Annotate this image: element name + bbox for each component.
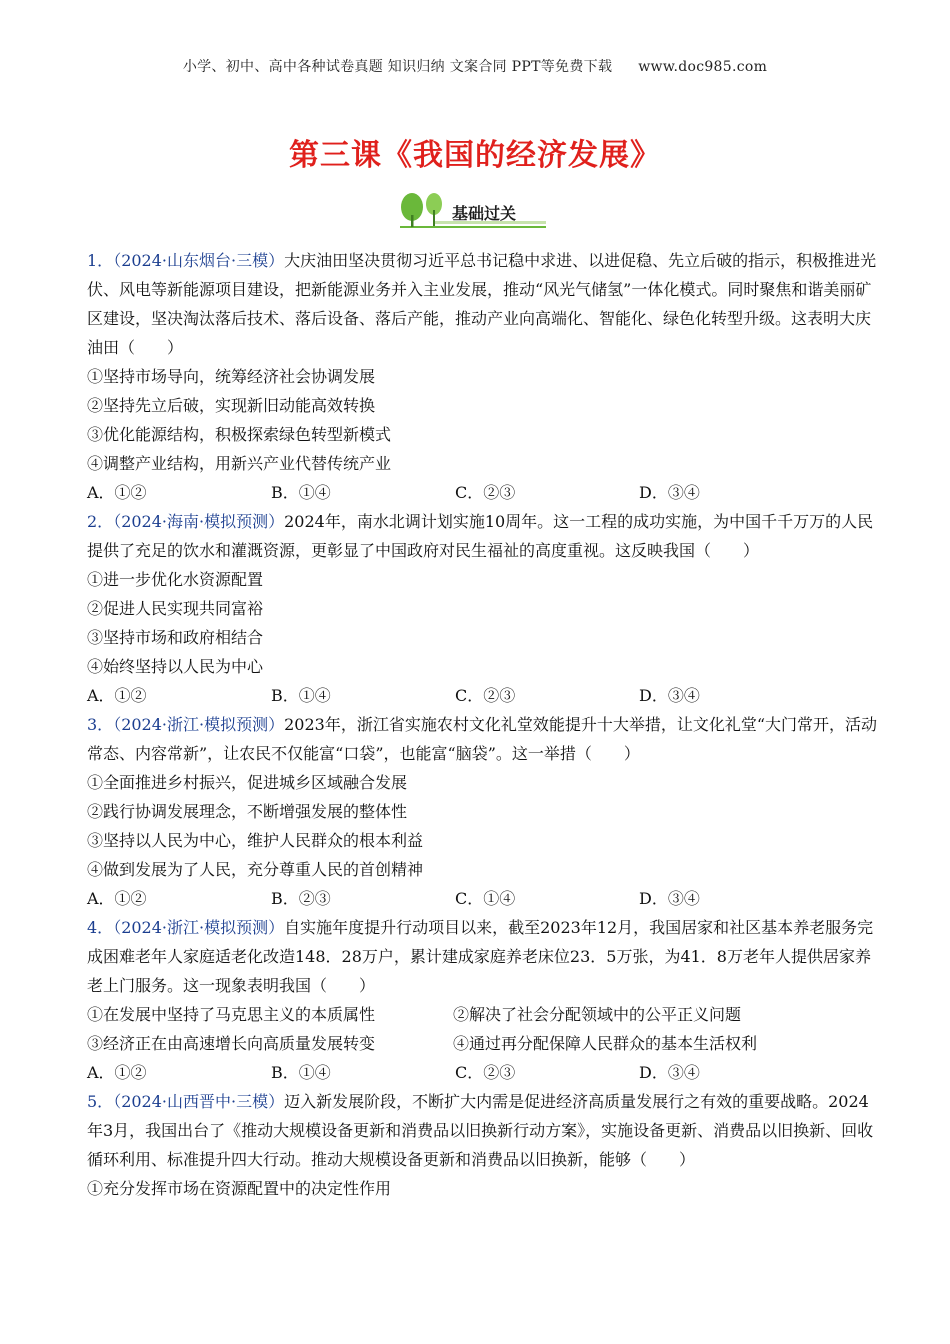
statement-option: ③优化能源结构，积极探索绿色转型新模式 xyxy=(87,425,392,444)
question-5 xyxy=(87,1087,877,1203)
answer-choice-d[interactable]: D．③④ xyxy=(639,483,700,502)
statement-option: ④始终坚持以人民为中心 xyxy=(87,657,264,676)
answer-choice-d[interactable]: D．③④ xyxy=(639,686,700,705)
question-stem xyxy=(87,1087,877,1174)
question-number: 2． xyxy=(87,512,114,531)
question-stem xyxy=(87,507,877,565)
header-text: 小学、初中、高中各种试卷真题 知识归纳 文案合同 PPT等免费下载 xyxy=(182,59,613,75)
question-number: 5． xyxy=(87,1092,114,1111)
statement-row xyxy=(87,1000,877,1029)
question-text: 自实施年度提升行动项目以来，截至2023年12月，我国居家和社区基本养老服务完成困难老年人家庭适老化改造148．28万户，累计建成家庭养老床位23．5万张，为41．8万老年人提供居家养老上门服务。这一现象表明我国（ ） xyxy=(87,918,874,995)
answer-choice-c[interactable]: C．②③ xyxy=(455,1063,516,1082)
answer-choice-b[interactable]: B．①④ xyxy=(271,686,331,705)
page-header xyxy=(0,56,950,76)
question-source: （2024·山西晋中·三模） xyxy=(113,1092,285,1111)
statement-row xyxy=(87,1029,877,1058)
statement-option: ④通过再分配保障人民群众的基本生活权利 xyxy=(453,1034,758,1053)
section-banner xyxy=(398,191,548,231)
answer-choice-d[interactable]: D．③④ xyxy=(639,1063,700,1082)
statement-option: ②解决了社会分配领域中的公平正义问题 xyxy=(453,1005,742,1024)
answer-choice-b[interactable]: B．①④ xyxy=(271,483,331,502)
page-title: 第三课《我国的经济发展》 xyxy=(289,138,661,173)
question-stem xyxy=(87,246,877,362)
statement-option: ③经济正在由高速增长向高质量发展转变 xyxy=(87,1034,376,1053)
question-number: 3． xyxy=(87,715,114,734)
statement-option: ②坚持先立后破，实现新旧动能高效转换 xyxy=(87,396,376,415)
answer-choices xyxy=(87,884,877,913)
answer-choice-b[interactable]: B．①④ xyxy=(271,1063,331,1082)
statement-option: ①坚持市场导向，统筹经济社会协调发展 xyxy=(87,367,376,386)
answer-choice-b[interactable]: B．②③ xyxy=(271,889,331,908)
question-text: 2023年，浙江省实施农村文化礼堂效能提升十大举措，让文化礼堂“大门常开，活动常态、内容常新”，让农民不仅能富“口袋”，也能富“脑袋”。这一举措（ ） xyxy=(87,715,877,763)
statement-option: ③坚持以人民为中心，维护人民群众的根本利益 xyxy=(87,831,424,850)
answer-choice-c[interactable]: C．②③ xyxy=(455,686,516,705)
question-text: 迈入新发展阶段，不断扩大内需是促进经济高质量发展行之有效的重要战略。2024年3月，我国出台了《推动大规模设备更新和消费品以旧换新行动方案》，实施设备更新、消费品以旧换新、回收循环利用、标准提升四大行动。推动大规模设备更新和消费品以旧换新，能够（ ） xyxy=(87,1092,874,1169)
answer-choice-a[interactable]: A．①② xyxy=(87,889,147,908)
question-3 xyxy=(87,710,877,913)
answer-choices xyxy=(87,478,877,507)
question-4 xyxy=(87,913,877,1087)
question-1 xyxy=(87,246,877,507)
questions-list xyxy=(87,246,877,1203)
answer-choice-a[interactable]: A．①② xyxy=(87,483,147,502)
answer-choice-c[interactable]: C．①④ xyxy=(455,889,516,908)
question-source: （2024·浙江·模拟预测） xyxy=(113,715,285,734)
question-text: 2024年，南水北调计划实施10周年。这一工程的成功实施，为中国千千万万的人民提供了充足的饮水和灌溉资源，更彰显了中国政府对民生福祉的高度重视。这反映我国（ ） xyxy=(87,512,874,560)
statement-option: ①全面推进乡村振兴，促进城乡区域融合发展 xyxy=(87,773,408,792)
statement-option: ①在发展中坚持了马克思主义的本质属性 xyxy=(87,1005,376,1024)
question-text: 大庆油田坚决贯彻习近平总书记稳中求进、以进促稳、先立后破的指示，积极推进光伏、风电等新能源项目建设，把新能源业务并入主业发展，推动“风光气储氢”一体化模式。同时聚焦和谐美丽矿区建设，坚决淘汰落后技术、落后设备、落后产能，推动产业向高端化、智能化、绿色化转型升级。这表明大庆油田（ ） xyxy=(87,251,877,357)
question-number: 4． xyxy=(87,918,114,937)
question-number: 1． xyxy=(87,251,114,270)
statement-option: ②践行协调发展理念，不断增强发展的整体性 xyxy=(87,802,408,821)
answer-choice-a[interactable]: A．①② xyxy=(87,1063,147,1082)
answer-choice-d[interactable]: D．③④ xyxy=(639,889,700,908)
statement-option: ④做到发展为了人民，充分尊重人民的首创精神 xyxy=(87,860,424,879)
question-source: （2024·山东烟台·三模） xyxy=(113,251,285,270)
answer-choice-c[interactable]: C．②③ xyxy=(455,483,516,502)
statement-option: ①进一步优化水资源配置 xyxy=(87,570,264,589)
statement-option: ②促进人民实现共同富裕 xyxy=(87,599,264,618)
question-source: （2024·浙江·模拟预测） xyxy=(113,918,285,937)
answer-choices xyxy=(87,1058,877,1087)
statement-option: ③坚持市场和政府相结合 xyxy=(87,628,264,647)
statement-option: ④调整产业结构，用新兴产业代替传统产业 xyxy=(87,454,392,473)
answer-choices xyxy=(87,681,877,710)
question-2 xyxy=(87,507,877,710)
question-source: （2024·海南·模拟预测） xyxy=(113,512,285,531)
answer-choice-a[interactable]: A．①② xyxy=(87,686,147,705)
banner-label: 基础过关 xyxy=(452,204,517,223)
question-stem xyxy=(87,710,877,768)
header-url-link[interactable]: www.doc985.com xyxy=(638,59,768,75)
statement-option: ①充分发挥市场在资源配置中的决定性作用 xyxy=(87,1179,392,1198)
question-stem xyxy=(87,913,877,1000)
